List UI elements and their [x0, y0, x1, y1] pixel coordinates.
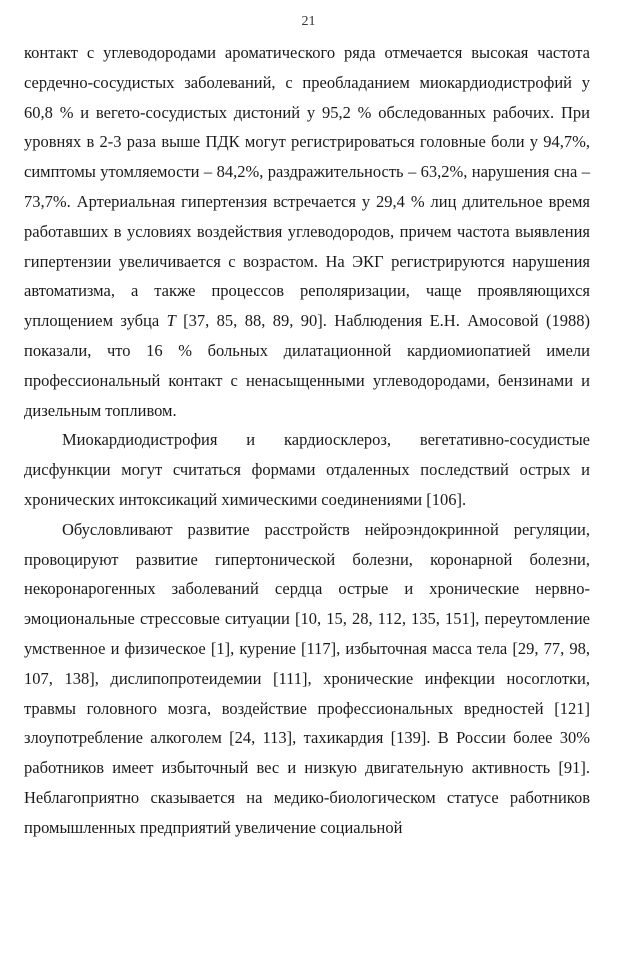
- paragraph-continuation: [24, 38, 590, 425]
- paragraph: Обусловливают развитие расстройств нейроэндокринной регуляции, провоцируют развитие гипертонической болезни, коронарной болезни, некоронарогенных заболеваний сердца острые и хронические нервно-эмоциональные стрессовые ситуации [10, 15, 28, 112, 135, 151], переутомление умственное и физическое [1], курение [117], избыточная масса тела [29, 77, 98, 107, 138], дислипопротеидемии [111], хронические инфекции носоглотки, травмы головного мозга, воздействие профессиональных вредностей [121] злоупотребление алкоголем [24, 113], тахикардия [139]. В России более 30% работников имеет избыточный вес и низкую двигательную активность [91]. Неблагоприятно сказывается на медико-биологическом статусе работников промышленных предприятий увеличение социальной: [24, 519, 590, 837]
- paragraph: Миокардиодистрофия и кардиосклероз, вегетативно-сосудистые дисфункции могут считаться формами отдаленных последствий острых и хронических интоксикаций химическими соединениями [106].: [24, 430, 590, 509]
- document-body: [24, 38, 590, 843]
- paragraph-text: [37, 85, 88, 89, 90]. Наблюдения Е.Н. Амосовой (1988) показали, что 16 % больных дилатационной кардиомиопатией имели профессиональный контакт с ненасыщенными углеводородами, бензинами и дизельным топливом.: [24, 311, 590, 420]
- paragraph-text: контакт с углеводородами ароматического ряда отмечается высокая частота сердечно-сосудистых заболеваний, с преобладанием миокардиодистрофий у 60,8 % и вегето-сосудистых дистоний у 95,2 % обследованных рабочих. При уровнях в 2-3 раза выше ПДК могут регистрироваться головные боли у 94,7%, симптомы утомляемости – 84,2%, раздражительность – 63,2%, нарушения сна – 73,7%. Артериальная гипертензия встречается у 29,4 % лиц длительное время работавших в условиях воздействия углеводородов, причем частота выявления гипертензии увеличивается с возрастом. На ЭКГ регистрируются нарушения автоматизма, а также процессов реполяризации, чаще проявляющихся уплощением зубца: [24, 43, 590, 331]
- italic-term: Т: [166, 311, 176, 331]
- page-number: 21: [301, 14, 316, 29]
